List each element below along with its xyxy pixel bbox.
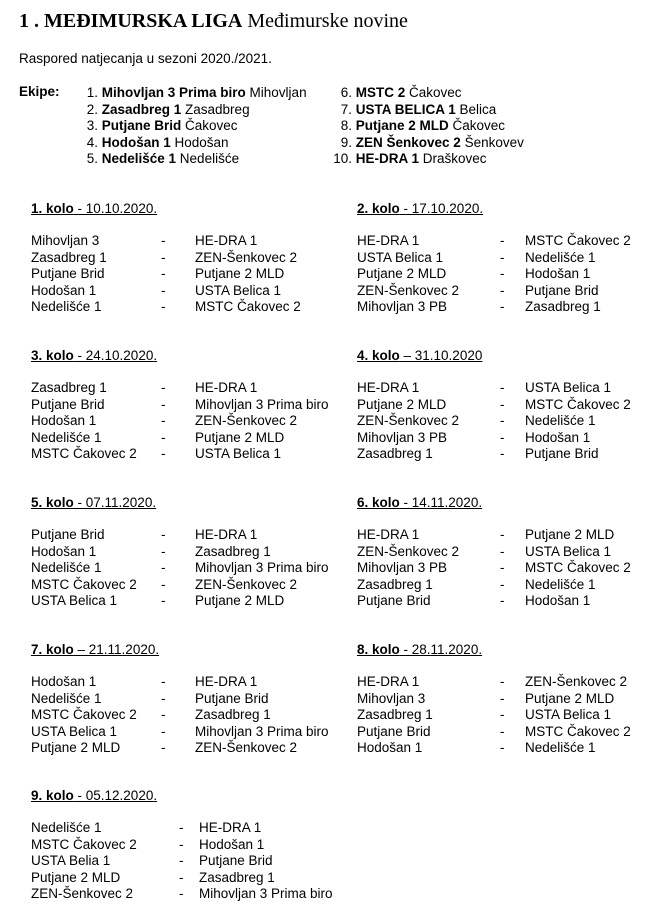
team-place: Šenkovev — [460, 134, 524, 150]
away-team: Mihovljan 3 Prima biro — [199, 886, 333, 902]
away-team: USTA Belica 1 — [525, 707, 612, 723]
match-separator: - — [500, 233, 505, 248]
match-row — [357, 379, 657, 396]
team-place: Draškovec — [419, 151, 487, 166]
match-separator: - — [161, 723, 166, 739]
home-team: USTA Belica 1 — [357, 249, 444, 265]
home-team: Putjane Brid — [31, 396, 105, 412]
round-label: 6. kolo — [357, 495, 400, 510]
away-team: USTA Belica 1 — [525, 543, 612, 559]
away-team: Putjane Brid — [199, 853, 273, 869]
match-separator: - — [500, 249, 505, 265]
team-place: Čakovec — [448, 118, 506, 133]
match-row — [31, 282, 331, 299]
team-place: Zasadbreg — [181, 101, 250, 117]
match-separator: - — [500, 560, 505, 576]
round-date: – 21.11.2020. — [73, 642, 160, 657]
away-team: Zasadbreg 1 — [195, 543, 271, 559]
home-team: Putjane 2 MLD — [31, 740, 121, 756]
home-team: Mihovljan 3 — [357, 690, 426, 706]
team-entry — [72, 101, 250, 118]
home-team: HE-DRA 1 — [357, 527, 420, 542]
home-team: USTA Belia 1 — [31, 853, 111, 869]
away-team: Hodošan 1 — [199, 836, 265, 852]
team-name: Zasadbreg 1 — [98, 101, 182, 117]
team-entry — [328, 101, 496, 118]
match-row — [357, 396, 657, 413]
match-separator: - — [161, 740, 166, 756]
match-row — [357, 543, 657, 560]
match-separator: - — [500, 266, 505, 282]
round-date: - 07.11.2020. — [73, 495, 157, 510]
match-row — [31, 379, 331, 396]
home-team: Hodošan 1 — [31, 674, 97, 689]
match-row — [31, 298, 331, 315]
team-place: Čakovec — [181, 118, 238, 133]
match-separator: - — [161, 560, 166, 576]
home-team: Zasadbreg 1 — [31, 249, 107, 265]
team-entry — [72, 150, 239, 167]
match-row — [31, 706, 331, 723]
away-team: Putjane 2 MLD — [195, 593, 285, 609]
team-number: 8. — [340, 118, 352, 133]
team-number: 6. — [340, 85, 352, 100]
away-team: Putjane 2 MLD — [525, 527, 615, 542]
home-team: HE-DRA 1 — [357, 674, 420, 689]
home-team: Hodošan 1 — [31, 543, 97, 559]
match-row — [357, 723, 657, 740]
home-team: MSTC Čakovec 2 — [31, 576, 137, 592]
team-place: Čakovec — [405, 85, 462, 100]
match-separator: - — [161, 266, 166, 282]
home-team: ZEN-Šenkovec 2 — [357, 413, 460, 429]
match-row — [357, 673, 657, 690]
team-name: Hodošan 1 — [98, 134, 171, 150]
match-separator: - — [500, 690, 505, 706]
home-team: Nedelišće 1 — [31, 820, 102, 835]
match-separator: - — [161, 429, 166, 445]
home-team: Putjane Brid — [357, 593, 431, 609]
away-team: ZEN-Šenkovec 2 — [195, 249, 298, 265]
away-team: Zasadbreg 1 — [525, 299, 601, 315]
away-team: Hodošan 1 — [525, 266, 591, 282]
team-place: Mihovljan — [245, 85, 307, 100]
match-separator: - — [179, 820, 184, 835]
match-separator: - — [161, 690, 166, 706]
round-date: - 10.10.2020. — [73, 201, 158, 216]
match-separator: - — [161, 396, 166, 412]
match-separator: - — [500, 429, 505, 445]
away-team: Mihovljan 3 Prima biro — [195, 396, 329, 412]
home-team: MSTC Čakovec 2 — [31, 836, 137, 852]
match-row — [31, 885, 331, 902]
home-team: Putjane Brid — [357, 723, 431, 739]
round-label: 3. kolo — [31, 348, 74, 363]
round-heading — [31, 348, 157, 363]
team-place: Belica — [455, 101, 497, 117]
match-separator: - — [161, 593, 166, 609]
team-number: 5. — [86, 151, 98, 166]
match-separator: - — [500, 674, 505, 689]
home-team: Mihovljan 3 PB — [357, 299, 448, 315]
home-team: Zasadbreg 1 — [357, 576, 433, 592]
away-team: Hodošan 1 — [525, 593, 591, 609]
home-team: Nedelišće 1 — [31, 429, 102, 445]
team-name: MSTC 2 — [352, 85, 406, 100]
match-separator: - — [161, 527, 166, 542]
match-separator: - — [179, 853, 184, 869]
team-number: 7. — [340, 101, 352, 117]
away-team: HE-DRA 1 — [195, 674, 258, 689]
match-row — [357, 429, 657, 446]
team-place: Nedelišće — [176, 151, 240, 166]
match-row — [357, 592, 657, 609]
home-team: Mihovljan 3 PB — [357, 429, 448, 445]
home-team: Putjane 2 MLD — [357, 266, 447, 282]
round-date: – 31.10.2020 — [399, 348, 483, 363]
title-publisher: Međimurske novine — [242, 10, 408, 32]
away-team: ZEN-Šenkovec 2 — [195, 576, 298, 592]
match-separator: - — [161, 233, 166, 248]
team-number: 9. — [340, 134, 352, 150]
home-team: Zasadbreg 1 — [357, 446, 433, 462]
match-separator: - — [500, 707, 505, 723]
round-date: - 05.12.2020. — [73, 788, 158, 803]
match-row — [357, 690, 657, 707]
round-date: - 17.10.2020. — [399, 201, 484, 216]
round-heading — [357, 201, 483, 216]
match-row — [357, 412, 657, 429]
away-team: Mihovljan 3 Prima biro — [195, 723, 329, 739]
away-team: Putjane Brid — [195, 690, 269, 706]
match-separator: - — [500, 282, 505, 298]
home-team: ZEN-Šenkovec 2 — [357, 282, 460, 298]
match-separator: - — [161, 707, 166, 723]
away-team: Putjane 2 MLD — [525, 690, 615, 706]
match-separator: - — [161, 543, 166, 559]
team-entry — [72, 117, 238, 134]
match-row — [357, 559, 657, 576]
match-row — [357, 265, 657, 282]
match-separator: - — [500, 723, 505, 739]
match-separator: - — [500, 593, 505, 609]
home-team: Zasadbreg 1 — [31, 380, 107, 395]
away-team: HE-DRA 1 — [195, 233, 258, 248]
team-name: ZEN Šenkovec 2 — [352, 134, 461, 150]
home-team: ZEN-Šenkovec 2 — [31, 886, 134, 902]
match-row — [31, 819, 331, 836]
home-team: Mihovljan 3 — [31, 233, 100, 248]
match-row — [31, 559, 331, 576]
away-team: Zasadbreg 1 — [199, 869, 275, 885]
match-separator: - — [161, 674, 166, 689]
match-separator: - — [500, 380, 505, 395]
away-team: Putjane Brid — [525, 282, 599, 298]
match-row — [357, 445, 657, 462]
page-title — [19, 10, 408, 33]
match-separator: - — [161, 282, 166, 298]
match-row — [357, 526, 657, 543]
away-team: MSTC Čakovec 2 — [525, 396, 631, 412]
round-label: 2. kolo — [357, 201, 400, 216]
away-team: Nedelišće 1 — [525, 413, 596, 429]
match-row — [357, 706, 657, 723]
away-team: Putjane 2 MLD — [195, 266, 285, 282]
team-number: 1. — [86, 85, 98, 100]
home-team: Nedelišće 1 — [31, 560, 102, 576]
match-separator: - — [161, 576, 166, 592]
away-team: HE-DRA 1 — [199, 820, 262, 835]
away-team: Zasadbreg 1 — [195, 707, 271, 723]
match-separator: - — [179, 836, 184, 852]
team-name: USTA BELICA 1 — [352, 101, 456, 117]
match-row — [357, 298, 657, 315]
match-row — [31, 739, 331, 756]
home-team: ZEN-Šenkovec 2 — [357, 543, 460, 559]
match-separator: - — [161, 249, 166, 265]
match-separator: - — [161, 413, 166, 429]
team-entry — [72, 84, 307, 101]
away-team: Putjane Brid — [525, 446, 599, 462]
team-entry — [72, 134, 229, 151]
round-heading — [357, 642, 482, 657]
teams-label: Ekipe: — [19, 84, 60, 99]
team-entry — [328, 150, 487, 167]
home-team: MSTC Čakovec 2 — [31, 707, 137, 723]
match-separator: - — [161, 299, 166, 315]
home-team: Putjane Brid — [31, 266, 105, 282]
team-name: Putjane 2 MLD — [352, 118, 449, 133]
match-row — [31, 396, 331, 413]
team-place: Hodošan — [170, 134, 229, 150]
match-separator: - — [179, 886, 184, 902]
away-team: Hodošan 1 — [525, 429, 591, 445]
away-team: MSTC Čakovec 2 — [195, 299, 301, 315]
match-row — [31, 429, 331, 446]
away-team: MSTC Čakovec 2 — [525, 723, 631, 739]
round-heading — [357, 348, 482, 363]
home-team: USTA Belica 1 — [31, 723, 118, 739]
round-label: 7. kolo — [31, 642, 74, 657]
away-team: Nedelišće 1 — [525, 249, 596, 265]
home-team: Hodošan 1 — [31, 282, 97, 298]
match-separator: - — [179, 869, 184, 885]
round-heading — [357, 495, 482, 510]
match-row — [31, 690, 331, 707]
away-team: USTA Belica 1 — [195, 446, 282, 462]
away-team: USTA Belica 1 — [195, 282, 282, 298]
match-row — [31, 526, 331, 543]
match-row — [357, 249, 657, 266]
match-row — [31, 265, 331, 282]
away-team: HE-DRA 1 — [195, 380, 258, 395]
match-separator: - — [500, 446, 505, 462]
team-number: 3. — [86, 118, 98, 133]
round-heading — [31, 642, 159, 657]
round-label: 5. kolo — [31, 495, 74, 510]
match-row — [31, 836, 331, 853]
home-team: Nedelišće 1 — [31, 690, 102, 706]
away-team: ZEN-Šenkovec 2 — [195, 740, 298, 756]
team-name: HE-DRA 1 — [352, 151, 420, 166]
home-team: Hodošan 1 — [31, 413, 97, 429]
subtitle: Raspored natjecanja u sezoni 2020./2021. — [19, 51, 272, 66]
home-team: MSTC Čakovec 2 — [31, 446, 137, 462]
match-row — [31, 852, 331, 869]
team-name: Putjane Brid — [98, 118, 182, 133]
home-team: Putjane 2 MLD — [31, 869, 121, 885]
round-label: 4. kolo — [357, 348, 400, 363]
round-label: 8. kolo — [357, 642, 400, 657]
round-heading — [31, 788, 157, 803]
match-separator: - — [500, 527, 505, 542]
match-row — [31, 673, 331, 690]
round-label: 9. kolo — [31, 788, 74, 803]
round-date: - 28.11.2020. — [399, 642, 483, 657]
home-team: HE-DRA 1 — [357, 233, 420, 248]
team-number: 10. — [333, 151, 352, 166]
team-name: Nedelišće 1 — [98, 151, 177, 166]
match-row — [31, 723, 331, 740]
match-separator: - — [500, 576, 505, 592]
away-team: Mihovljan 3 Prima biro — [195, 560, 329, 576]
round-date: - 24.10.2020. — [73, 348, 158, 363]
away-team: HE-DRA 1 — [195, 527, 258, 542]
away-team: MSTC Čakovec 2 — [525, 233, 631, 248]
match-row — [31, 249, 331, 266]
match-row — [31, 445, 331, 462]
team-entry — [328, 134, 524, 151]
match-row — [357, 232, 657, 249]
team-entry — [328, 117, 505, 134]
home-team: HE-DRA 1 — [357, 380, 420, 395]
away-team: ZEN-Šenkovec 2 — [195, 413, 298, 429]
round-heading — [31, 201, 157, 216]
away-team: ZEN-Šenkovec 2 — [525, 674, 628, 689]
home-team: Putjane 2 MLD — [357, 396, 447, 412]
match-row — [357, 576, 657, 593]
match-separator: - — [500, 413, 505, 429]
title-league: 1 . MEĐIMURSKA LIGA — [19, 10, 243, 32]
home-team: USTA Belica 1 — [31, 593, 118, 609]
round-label: 1. kolo — [31, 201, 74, 216]
match-separator: - — [500, 299, 505, 315]
home-team: Nedelišće 1 — [31, 299, 102, 315]
team-entry — [328, 84, 462, 101]
match-separator: - — [161, 380, 166, 395]
home-team: Zasadbreg 1 — [357, 707, 433, 723]
round-date: - 14.11.2020. — [399, 495, 483, 510]
match-row — [31, 412, 331, 429]
match-separator: - — [161, 446, 166, 462]
round-heading — [31, 495, 156, 510]
match-row — [31, 869, 331, 886]
home-team: Hodošan 1 — [357, 740, 423, 756]
away-team: Nedelišće 1 — [525, 740, 596, 756]
match-row — [357, 282, 657, 299]
team-number: 4. — [86, 134, 98, 150]
home-team: Putjane Brid — [31, 527, 105, 542]
match-separator: - — [500, 543, 505, 559]
match-separator: - — [500, 740, 505, 756]
team-name: Mihovljan 3 Prima biro — [98, 85, 246, 100]
match-row — [31, 543, 331, 560]
match-row — [31, 232, 331, 249]
home-team: Mihovljan 3 PB — [357, 560, 448, 576]
away-team: MSTC Čakovec 2 — [525, 560, 631, 576]
away-team: Putjane 2 MLD — [195, 429, 285, 445]
match-separator: - — [500, 396, 505, 412]
away-team: Nedelišće 1 — [525, 576, 596, 592]
away-team: USTA Belica 1 — [525, 380, 612, 395]
match-row — [31, 576, 331, 593]
team-number: 2. — [86, 101, 98, 117]
match-row — [31, 592, 331, 609]
match-row — [357, 739, 657, 756]
